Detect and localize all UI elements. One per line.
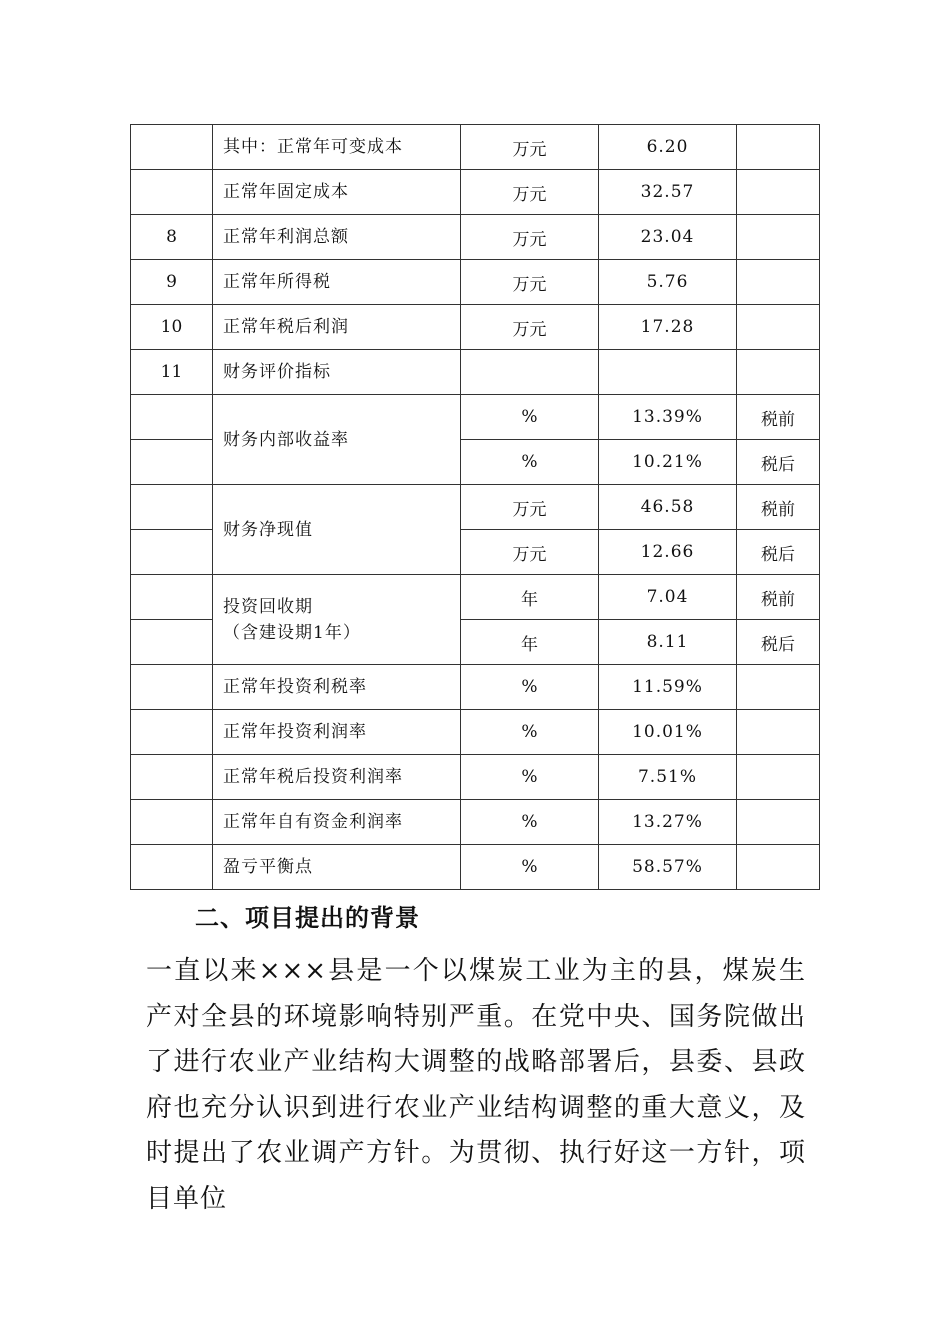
row-number <box>131 395 213 440</box>
row-number <box>131 665 213 710</box>
table-row <box>131 305 820 350</box>
item-name: 盈亏平衡点 <box>213 845 461 890</box>
value: 13.27% <box>599 800 737 845</box>
row-number <box>131 800 213 845</box>
note <box>737 710 820 755</box>
row-number <box>131 710 213 755</box>
unit: % <box>461 800 599 845</box>
unit: % <box>461 755 599 800</box>
row-number <box>131 485 213 530</box>
value: 13.39% <box>599 395 737 440</box>
table-row <box>131 845 820 890</box>
note <box>737 260 820 305</box>
table-row <box>131 665 820 710</box>
table-row <box>131 170 820 215</box>
value: 5.76 <box>599 260 737 305</box>
table-row <box>131 350 820 395</box>
table-row <box>131 575 820 620</box>
item-name: 财务内部收益率 <box>213 395 461 485</box>
value: 8.11 <box>599 620 737 665</box>
table-row <box>131 710 820 755</box>
note: 税后 <box>737 440 820 485</box>
table-row <box>131 800 820 845</box>
row-number: 8 <box>131 215 213 260</box>
value: 7.51% <box>599 755 737 800</box>
item-name: 正常年税后利润 <box>213 305 461 350</box>
note <box>737 755 820 800</box>
row-number: 9 <box>131 260 213 305</box>
value: 58.57% <box>599 845 737 890</box>
row-number: 11 <box>131 350 213 395</box>
note <box>737 800 820 845</box>
item-name-line-1: 投资回收期 <box>223 596 313 617</box>
item-name: 财务评价指标 <box>213 350 461 395</box>
table-row <box>131 395 820 440</box>
unit: 万元 <box>461 215 599 260</box>
unit: 万元 <box>461 530 599 575</box>
note <box>737 170 820 215</box>
value: 10.01% <box>599 710 737 755</box>
unit: 万元 <box>461 305 599 350</box>
unit: % <box>461 440 599 485</box>
note: 税前 <box>737 575 820 620</box>
unit: 万元 <box>461 170 599 215</box>
value: 10.21% <box>599 440 737 485</box>
note <box>737 215 820 260</box>
item-name: 正常年税后投资利润率 <box>213 755 461 800</box>
value: 6.20 <box>599 125 737 170</box>
note <box>737 125 820 170</box>
row-number <box>131 440 213 485</box>
row-number <box>131 845 213 890</box>
note: 税前 <box>737 485 820 530</box>
unit: % <box>461 845 599 890</box>
financial-indicators-table <box>130 124 820 890</box>
value: 23.04 <box>599 215 737 260</box>
unit: % <box>461 395 599 440</box>
value: 46.58 <box>599 485 737 530</box>
item-name: 其中：正常年可变成本 <box>213 125 461 170</box>
row-number <box>131 620 213 665</box>
value <box>599 350 737 395</box>
table-row <box>131 215 820 260</box>
row-number <box>131 575 213 620</box>
row-number <box>131 125 213 170</box>
note <box>737 845 820 890</box>
unit <box>461 350 599 395</box>
section-heading: 二、项目提出的背景 <box>195 904 420 932</box>
unit: % <box>461 665 599 710</box>
row-number <box>131 170 213 215</box>
body-paragraph: 一直以来×××县是一个以煤炭工业为主的县，煤炭生产对全县的环境影响特别严重。在党中央、国务院做出了进行农业产业结构大调整的战略部署后，县委、县政府也充分认识到进行农业产业结构调整的重大意义，及时提出了农业调产方针。为贯彻、执行好这一方针，项目单位 <box>146 956 806 1214</box>
table-row <box>131 125 820 170</box>
unit: 万元 <box>461 125 599 170</box>
unit: 万元 <box>461 260 599 305</box>
item-name: 正常年自有资金利润率 <box>213 800 461 845</box>
item-name: 正常年固定成本 <box>213 170 461 215</box>
table-row <box>131 485 820 530</box>
item-name: 正常年投资利润率 <box>213 710 461 755</box>
value: 32.57 <box>599 170 737 215</box>
unit: 万元 <box>461 485 599 530</box>
value: 7.04 <box>599 575 737 620</box>
item-name: 正常年所得税 <box>213 260 461 305</box>
item-name: 正常年投资利税率 <box>213 665 461 710</box>
value: 17.28 <box>599 305 737 350</box>
item-name: 财务净现值 <box>213 485 461 575</box>
item-name-line-2: （含建设期1年） <box>223 622 361 643</box>
unit: 年 <box>461 620 599 665</box>
note: 税后 <box>737 620 820 665</box>
note: 税前 <box>737 395 820 440</box>
row-number: 10 <box>131 305 213 350</box>
note <box>737 350 820 395</box>
row-number <box>131 755 213 800</box>
value: 12.66 <box>599 530 737 575</box>
note <box>737 665 820 710</box>
item-name <box>213 575 461 665</box>
item-name: 正常年利润总额 <box>213 215 461 260</box>
unit: 年 <box>461 575 599 620</box>
row-number <box>131 530 213 575</box>
value: 11.59% <box>599 665 737 710</box>
note <box>737 305 820 350</box>
table-row <box>131 755 820 800</box>
unit: % <box>461 710 599 755</box>
table-row <box>131 260 820 305</box>
note: 税后 <box>737 530 820 575</box>
